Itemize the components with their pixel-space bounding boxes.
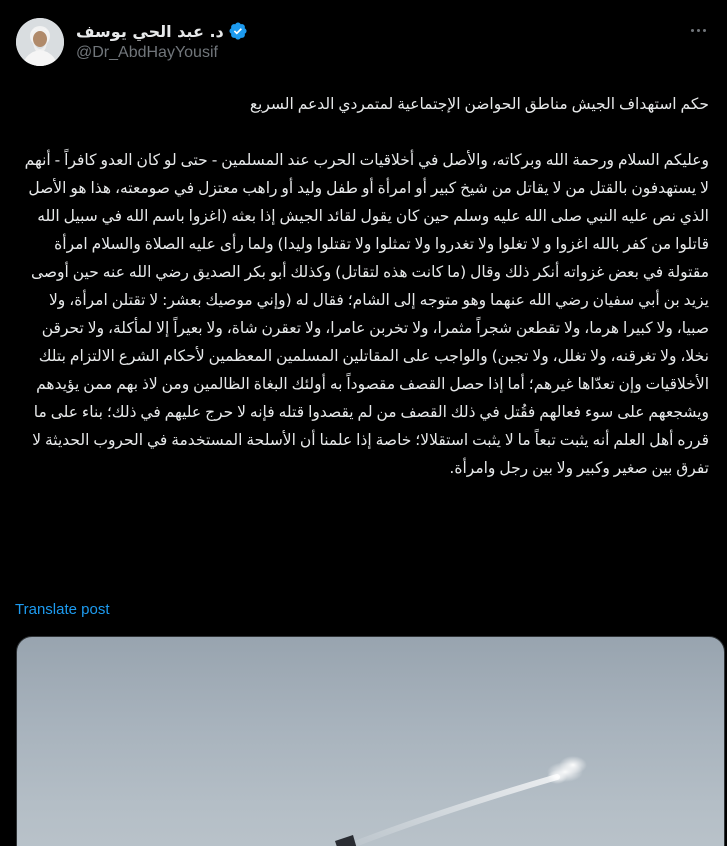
name-row — [76, 20, 248, 42]
missile-sky-image — [17, 637, 724, 846]
author-handle[interactable]: @Dr_AbdHayYousif — [76, 44, 218, 61]
verified-badge-icon[interactable] — [228, 21, 248, 41]
translate-post-link[interactable]: Translate post — [15, 601, 110, 618]
author-display-name[interactable]: د. عبد الحي يوسف — [76, 21, 224, 41]
post-text: حكم استهداف الجيش مناطق الحواضن الإجتماعية لمتمردي الدعم السريع وعليكم السلام ورحمة الله وبركاته، والأصل في أخلاقيات الحرب عند المسلمين - حتى لو كان العدو كافراً - أنهم لا يستهدفون بالقتل من لا يقاتل من شيخ كبير أو امرأة أو طفل وليد أو راهب معتزل في صومعته، هذا هو الأصل الذي نص عليه النبي صلى الله عليه وسلم حين كان يقول لقائد الجيش إذا بعثه (اغزوا باسم الله في سبيل الله قاتلوا من كفر بالله اغزوا و لا تغلوا ولا تغدروا ولا تمثلوا ولا تقتلوا وليدا) ولما رأى عليه الصلاة والسلام امرأة مقتولة في بعض غزواته أنكر ذلك وقال (ما كانت هذه لتقاتل) وكذلك أبو بكر الصديق رضي الله عنه حين أوصى يزيد بن أبي سفيان رضي الله عنهما وهو متوجه إلى الشام؛ فقال له (وإني موصيك بعشر: لا تقتلن امرأة، ولا صبيا، ولا كبيرا هرما، ولا تقطعن شجراً مثمرا، ولا تخربن عامرا، ولا تعقرن شاة، ولا بعيراً إلا لمأكلة، ولا تحرقن نخلا، ولا تغرقنه، ولا تغلل، ولا تجبن) والواجب على المقاتلين المسلمين المعظمين لأحكام الشرع الالتزام بتلك الأخلاقيات وإن تعدّاها غيرهم؛ أما إذا حصل القصف مقصوداً به أولئك البغاة الظالمين ومن لاذ بهم ممن يؤيدهم ويشجعهم على سوء فعالهم فقُتل في ذلك القصف من لم يقصدوا قتله فإنه لا حرج عليهم في ذلك؛ بناء على ما قرره أهل العلم أنه يثبت تبعاً ما لا يثبت استقلالا؛ خاصة إذا علمنا أن الأسلحة المستخدمة في الحروب الحديثة لا تفرق بين صغير وكبير ولا بين رجل وامرأة. — [24, 95, 709, 477]
avatar-image — [16, 18, 64, 66]
more-options-icon[interactable] — [685, 20, 711, 40]
author-avatar[interactable] — [16, 18, 64, 66]
author-names — [76, 20, 248, 62]
post-header — [16, 18, 711, 68]
post-media-image[interactable] — [16, 636, 725, 846]
